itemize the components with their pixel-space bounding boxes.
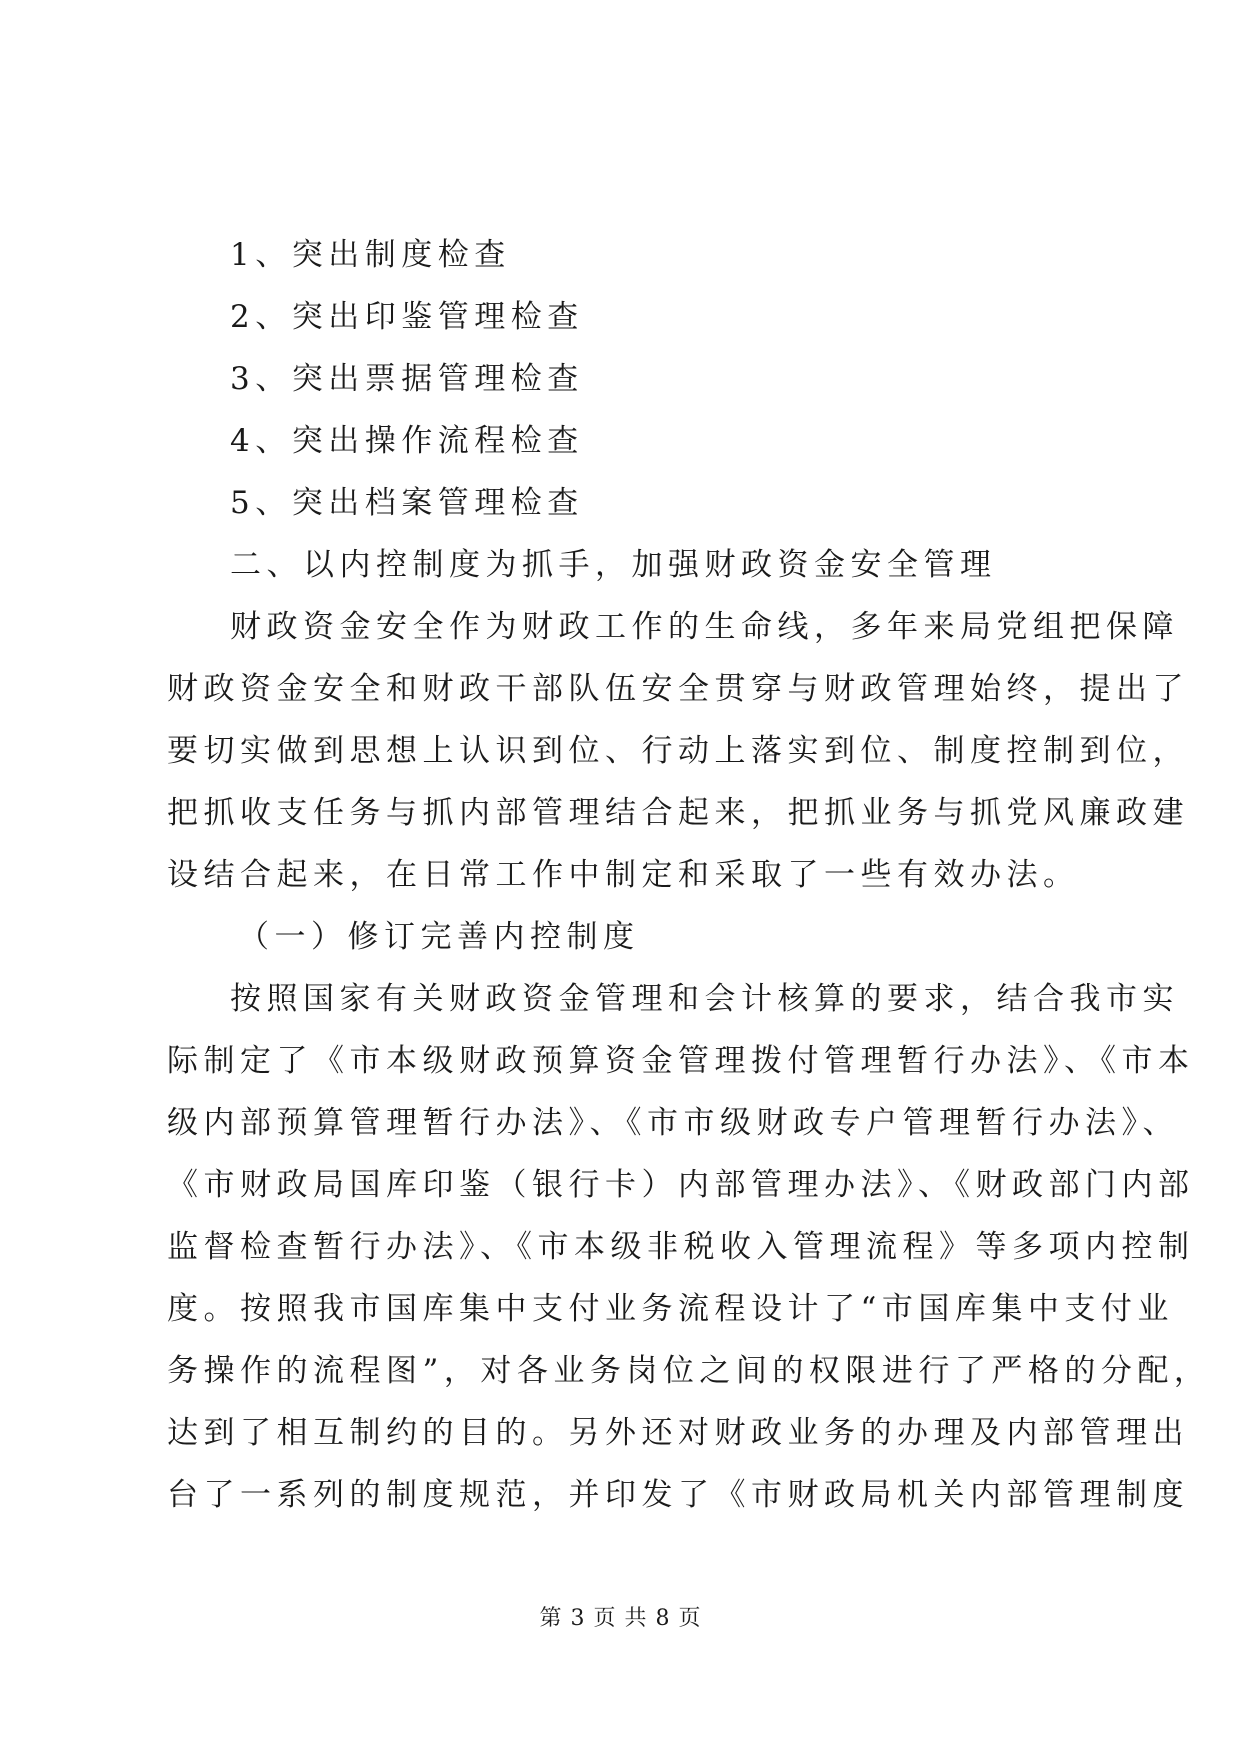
paragraph-1-line-3: 要切实做到思想上认识到位、行动上落实到位、制度控制到位， xyxy=(167,733,1189,769)
page-footer: 第 3 页 共 8 页 xyxy=(539,1606,702,1631)
paragraph-2-line-4: 《市财政局国库印鉴（银行卡）内部管理办法》、《财政部门内部 xyxy=(167,1167,1195,1203)
document-body xyxy=(167,224,1211,1526)
paragraph-2-line-8: 达到了相互制约的目的。另外还对财政业务的办理及内部管理出 xyxy=(167,1415,1189,1451)
paragraph-2 xyxy=(167,968,1211,1526)
paragraph-2-line-1: 按照国家有关财政资金管理和会计核算的要求，结合我市实 xyxy=(230,981,1179,1017)
paragraph-2-line-3: 级内部预算管理暂行办法》、《市市级财政专户管理暂行办法》、 xyxy=(167,1105,1179,1141)
section-heading: 二、以内控制度为抓手，加强财政资金安全管理 xyxy=(230,547,997,583)
paragraph-2-line-2: 际制定了《市本级财政预算资金管理拨付管理暂行办法》、《市本 xyxy=(167,1043,1195,1079)
paragraph-1-line-1: 财政资金安全作为财政工作的生命线，多年来局党组把保障 xyxy=(230,609,1179,645)
paragraph-2-line-5: 监督检查暂行办法》、《市本级非税收入管理流程》等多项内控制 xyxy=(167,1229,1195,1265)
paragraph-2-line-6: 度。按照我市国库集中支付业务流程设计了“市国库集中支付业 xyxy=(167,1291,1174,1327)
paragraph-1-line-5: 设结合起来，在日常工作中制定和采取了一些有效办法。 xyxy=(167,857,1080,893)
list-item-4: 4、突出操作流程检查 xyxy=(230,423,584,459)
paragraph-1 xyxy=(167,596,1189,906)
list-item-3: 3、突出票据管理检查 xyxy=(230,361,584,397)
paragraph-2-line-7: 务操作的流程图”，对各业务岗位之间的权限进行了严格的分配， xyxy=(167,1353,1211,1389)
paragraph-2-line-9: 台了一系列的制度规范，并印发了《市财政局机关内部管理制度 xyxy=(167,1477,1189,1513)
list-item-1: 1、突出制度检查 xyxy=(230,237,511,273)
paragraph-1-line-4: 把抓收支任务与抓内部管理结合起来，把抓业务与抓党风廉政建 xyxy=(167,795,1189,831)
list-item-2: 2、突出印鉴管理检查 xyxy=(230,299,584,335)
sub-heading: （一）修订完善内控制度 xyxy=(238,919,640,955)
paragraph-1-line-2: 财政资金安全和财政干部队伍安全贯穿与财政管理始终，提出了 xyxy=(167,671,1189,707)
list-item-5: 5、突出档案管理检查 xyxy=(230,485,584,521)
